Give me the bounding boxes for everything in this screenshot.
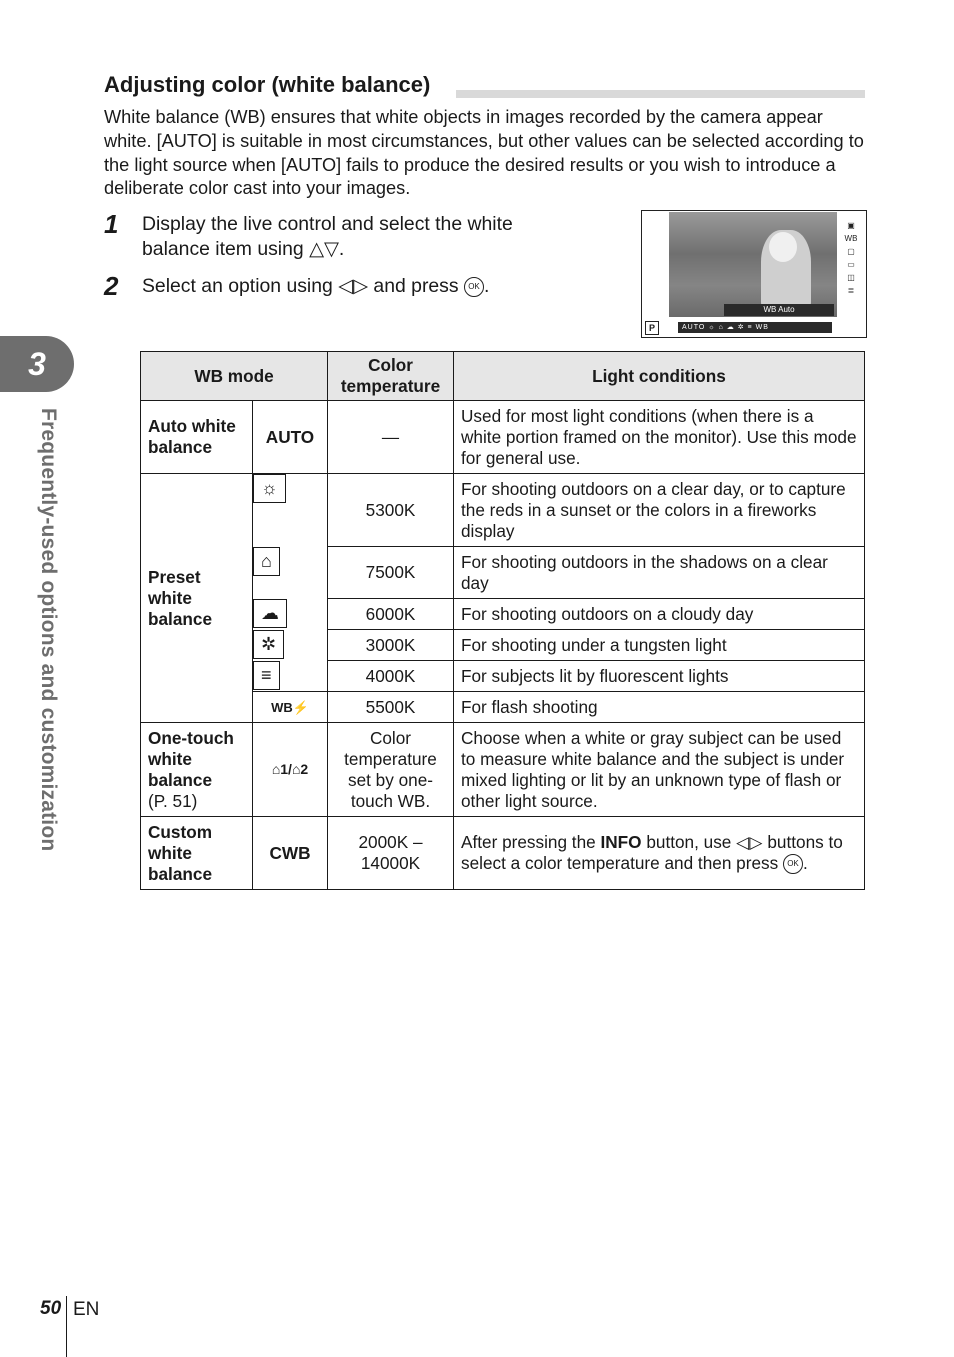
tungsten-icon: ✲ [253, 630, 284, 659]
mode-preset: Preset white balance [141, 474, 253, 723]
shooting-mode-badge: P [645, 321, 659, 335]
fluorescent-icon: ≡ [253, 661, 280, 690]
cond-flash: For flash shooting [454, 692, 865, 723]
language-code: EN [73, 1299, 100, 1320]
camera-side-icons: ▣ WB ▢ ▭ ◫ ≣ [844, 221, 858, 295]
step-number: 1 [104, 209, 119, 239]
header-color-temp: Color temperature [328, 352, 454, 401]
preview-photo [669, 212, 837, 317]
mode-onetouch: One-touch white balance (P. 51) [141, 723, 253, 817]
temp-custom: 2000K – 14000K [328, 817, 454, 890]
shade-icon: ⌂ [253, 547, 280, 576]
cond-tungsten: For shooting under a tungsten light [454, 630, 865, 661]
ok-button-icon: OK [783, 854, 803, 874]
temp-cloud: 6000K [328, 599, 454, 630]
chapter-title: Frequently-used options and customization [37, 408, 60, 852]
symbol-custom: CWB [253, 817, 328, 890]
chapter-title-vertical [20, 408, 60, 908]
mode-custom: Custom white balance [141, 817, 253, 890]
step-text: Select an option using ◁▷ and press OK . [142, 275, 490, 297]
cond-cloud: For shooting outdoors on a cloudy day [454, 599, 865, 630]
temp-onetouch: Color temperature set by one-touch WB. [328, 723, 454, 817]
info-button-label: INFO [600, 831, 642, 852]
temp-flash: 5500K [328, 692, 454, 723]
page-number: 50 [40, 1298, 62, 1319]
up-down-arrows-icon: △▽ [309, 238, 339, 260]
intro-paragraph: White balance (WB) ensures that white objects in images recorded by the camera appear white. [AUTO] is suitable in most circumstances, but other values can be selected according to the light source when [AUTO] fails to produce the desired results or you wish to introduce a deliberate color cast into your images. [104, 107, 864, 199]
cond-auto: Used for most light conditions (when there is a white portion framed on the monitor). Use this mode for general use. [454, 401, 865, 474]
left-right-arrows-icon: ◁▷ [338, 275, 369, 297]
camera-bottom-bar [642, 319, 866, 336]
ok-button-icon: OK [464, 277, 484, 297]
footer-divider [66, 1296, 67, 1357]
onetouch-page-ref: (P. 51) [148, 790, 198, 811]
temp-shade: 7500K [328, 547, 454, 599]
chapter-tab [0, 336, 74, 392]
left-right-arrows-icon: ◁▷ [736, 831, 763, 852]
temp-auto: — [328, 401, 454, 474]
step-number: 2 [104, 271, 119, 301]
header-light-conditions: Light conditions [454, 352, 865, 401]
wb-table [140, 351, 865, 890]
cond-fluorescent: For subjects lit by fluorescent lights [454, 661, 865, 692]
temp-sun: 5300K [328, 474, 454, 547]
onetouch-icon: ⌂1/⌂2 [253, 723, 328, 817]
mode-auto: Auto white balance [141, 401, 253, 474]
cond-shade: For shooting outdoors in the shadows on a clear day [454, 547, 865, 599]
cloud-icon: ☁ [253, 599, 287, 628]
sun-icon: ☼ [253, 474, 286, 503]
wb-flash-icon: WB⚡ [253, 692, 328, 723]
wb-option-strip: AUTO ☼ ⌂ ☁ ✲ ≡ WB [678, 322, 832, 333]
temp-tungsten: 3000K [328, 630, 454, 661]
wb-label: WB Auto [724, 304, 834, 316]
header-wb-mode: WB mode [141, 352, 328, 401]
heading-rule [456, 90, 865, 98]
cond-onetouch: Choose when a white or gray subject can be used to measure white balance and the subject is under mixed lighting or lit by an unknown type of flash or other light source. [454, 723, 865, 817]
section-heading: Adjusting color (white balance) [104, 72, 431, 97]
cond-custom: After pressing the INFO button, use ◁▷ buttons to select a color temperature and then press OK . [454, 817, 865, 890]
step-text: Display the live control and select the white balance item using △▽. [142, 213, 513, 260]
chapter-number: 3 [28, 345, 46, 382]
camera-screen-illustration [641, 210, 867, 338]
symbol-auto: AUTO [253, 401, 328, 474]
temp-fluorescent: 4000K [328, 661, 454, 692]
cond-sun: For shooting outdoors on a clear day, or to capture the reds in a sunset or the colors in a fireworks display [454, 474, 865, 547]
